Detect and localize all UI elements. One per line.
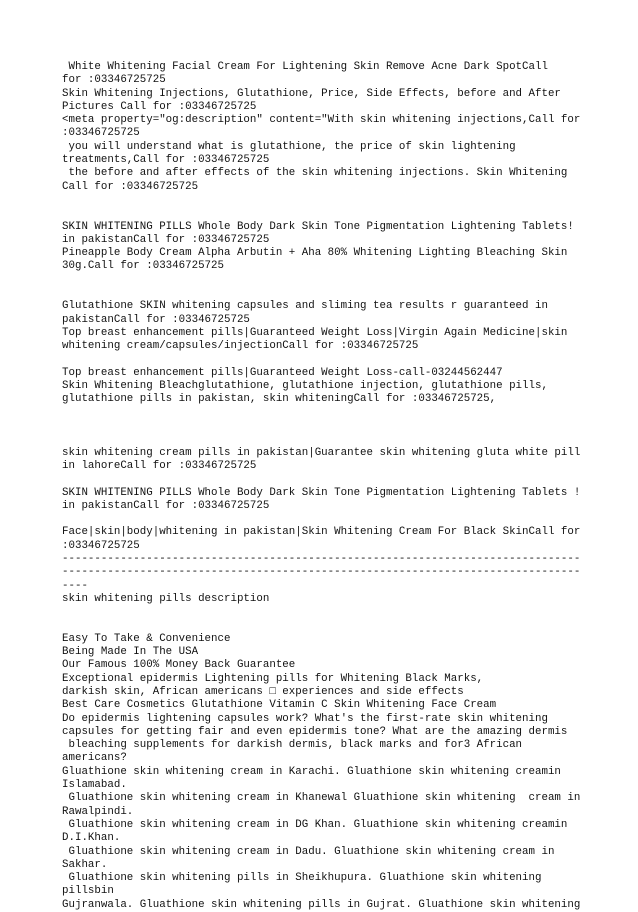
blank-line: [62, 194, 582, 207]
document-body-text: [62, 61, 582, 912]
text-line: Rawalpindi.: [62, 805, 134, 818]
text-line: Top breast enhancement pills|Guaranteed Weight Loss|Virgin Again Medicine|skin: [62, 326, 568, 339]
text-line: for :03346725725: [62, 74, 166, 87]
blank-line: [62, 619, 582, 632]
text-line: Pineapple Body Cream Alpha Arbutin + Aha 80% Whitening Lighting Bleaching Skin: [62, 247, 568, 260]
blank-line: [62, 354, 582, 367]
text-line: Pictures Call for :03346725725: [62, 100, 257, 113]
text-line: Sakhar.: [62, 858, 108, 871]
text-line: skin whitening pills description: [62, 592, 270, 605]
text-line: bleaching supplements for darkish dermis, black marks and for3 African: [62, 739, 523, 752]
text-line: SKIN WHITENING PILLS Whole Body Dark Skin Tone Pigmentation Lightening Tablets !: [62, 486, 581, 499]
text-line: Face|skin|body|whitening in pakistan|Skin Whitening Cream For Black SkinCall for: [62, 526, 581, 539]
text-line: whitening cream/capsules/injectionCall for :03346725725: [62, 340, 419, 353]
blank-line: [62, 407, 582, 420]
text-line: pillsbin: [62, 885, 114, 898]
text-line: Easy To Take & Convenience: [62, 632, 231, 645]
text-line: Being Made In The USA: [62, 646, 199, 659]
text-line: glutathione pills in pakistan, skin whiteningCall for :03346725725,: [62, 393, 497, 406]
text-line: darkish skin, African americans □ experiences and side effects: [62, 685, 464, 698]
text-line: --------------------------------------------------------------------------------: [62, 566, 581, 579]
text-line: pakistanCall for :03346725725: [62, 313, 250, 326]
text-line: Do epidermis lightening capsules work? What's the first-rate skin whitening: [62, 712, 548, 725]
text-line: Exceptional epidermis Lightening pills for Whitening Black Marks,: [62, 672, 484, 685]
blank-line: [62, 433, 582, 446]
text-line: skin whitening cream pills in pakistan|Guarantee skin whitening gluta white pill: [62, 446, 581, 459]
blank-line: [62, 207, 582, 220]
blank-line: [62, 287, 582, 300]
text-line: White Whitening Facial Cream For Lightening Skin Remove Acne Dark SpotCall: [62, 61, 548, 73]
text-line: :03346725725: [62, 539, 140, 552]
text-line: Islamabad.: [62, 779, 127, 792]
text-line: --------------------------------------------------------------------------------: [62, 552, 581, 565]
text-line: americans?: [62, 752, 127, 765]
blank-line: [62, 420, 582, 433]
text-line: Gluathione skin whitening cream in Karachi. Gluathione skin whitening creamin: [62, 765, 561, 778]
text-line: Gujranwala. Gluathione skin whitening pills in Gujrat. Gluathione skin whitening: [62, 898, 581, 911]
text-line: in pakistanCall for :03346725725: [62, 233, 270, 246]
text-line: Top breast enhancement pills|Guaranteed Weight Loss-call-03244562447: [62, 366, 503, 379]
text-line: Gluathione skin whitening pills in Sheikhupura. Gluathione skin whitening: [62, 872, 542, 885]
text-line: in lahoreCall for :03346725725: [62, 459, 257, 472]
text-line: ----: [62, 579, 88, 592]
text-line: treatments,Call for :03346725725: [62, 154, 270, 167]
blank-line: [62, 274, 582, 287]
text-line: Best Care Cosmetics Glutathione Vitamin C Skin Whitening Face Cream: [62, 699, 497, 712]
text-line: Gluathione skin whitening cream in Khanewal Gluathione skin whitening cream in: [62, 792, 581, 805]
text-line: SKIN WHITENING PILLS Whole Body Dark Skin Tone Pigmentation Lightening Tablets!: [62, 220, 574, 233]
text-line: Skin Whitening Bleachglutathione, glutathione injection, glutathione pills,: [62, 380, 548, 393]
text-line: capsules for getting fair and even epidermis tone? What are the amazing dermis: [62, 725, 568, 738]
text-line: the before and after effects of the skin whitening injections. Skin Whitening: [62, 167, 568, 180]
blank-line: [62, 513, 582, 526]
text-line: 30g.Call for :03346725725: [62, 260, 224, 273]
text-line: :03346725725: [62, 127, 140, 140]
text-line: <meta property="og:description" content="With skin whitening injections,Call for: [62, 114, 581, 127]
text-line: Skin Whitening Injections, Glutathione, Price, Side Effects, before and After: [62, 87, 561, 100]
text-line: Gluathione skin whitening cream in DG Khan. Gluathione skin whitening creamin: [62, 818, 568, 831]
text-line: you will understand what is glutathione, the price of skin lightening: [62, 140, 516, 153]
text-line: Glutathione SKIN whitening capsules and sliming tea results r guaranteed in: [62, 300, 548, 313]
blank-line: [62, 473, 582, 486]
text-line: Gluathione skin whitening cream in Dadu. Gluathione skin whitening cream in: [62, 845, 555, 858]
text-line: D.I.Khan.: [62, 832, 121, 845]
text-line: Call for :03346725725: [62, 180, 199, 193]
blank-line: [62, 606, 582, 619]
text-line: in pakistanCall for :03346725725: [62, 499, 270, 512]
text-line: Our Famous 100% Money Back Guarantee: [62, 659, 296, 672]
